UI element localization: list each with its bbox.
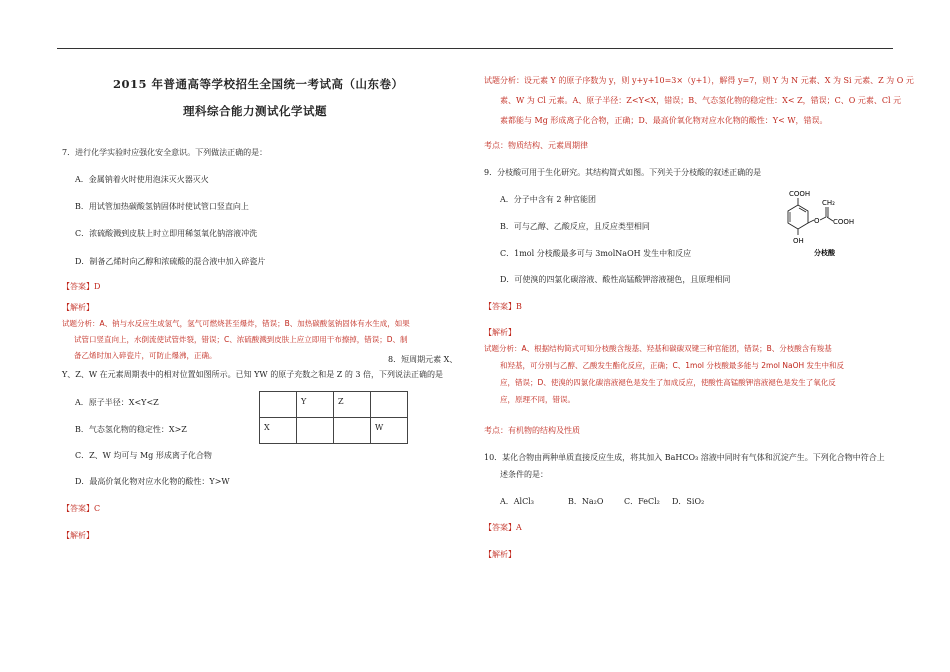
table-cell: Y <box>297 392 334 418</box>
exam-title: 2015 年普通高等学校招生全国统一考试高（山东卷） <box>113 77 404 91</box>
q9-analysis-line: 试题分析：A、根据结构简式可知分枝酸含羧基、羟基和碳碳双键三种官能团，错误；B、分枝酸含有羧基 <box>484 344 832 353</box>
q10-option-d: D．SiO₂ <box>672 497 705 506</box>
q7-analysis-line: 试管口竖直向上，水倒流使试管炸裂，错误；C、浓硫酸溅到皮肤上应立即用干布擦掉，错误；D、制 <box>74 335 408 344</box>
q10-option-c: C．FeCl₂ <box>624 497 660 506</box>
q9-option-c: C．1mol 分枝酸最多可与 3molNaOH 发生中和反应 <box>500 249 692 258</box>
table-cell <box>260 392 297 418</box>
q8-option-d: D．最高价氧化物对应水化物的酸性：Y>W <box>75 477 230 486</box>
q7-option-c: C．浓硫酸溅到皮肤上时立即用稀氢氧化钠溶液冲洗 <box>75 229 258 238</box>
q8-option-c: C．Z、W 均可与 Mg 形成离子化合物 <box>75 451 212 460</box>
q7-analysis-line: 备乙烯时加入碎瓷片，可防止爆沸，正确。 <box>74 351 217 360</box>
structure-label: OH <box>793 237 804 245</box>
q10-analysis-label: 【解析】 <box>484 550 516 559</box>
table-cell: W <box>371 418 408 444</box>
q8-analysis-line: 素都能与 Mg 形成离子化合物，正确；D、最高价氧化物对应水化物的酸性：Y< W，错误。 <box>500 116 828 125</box>
structure-label: COOH <box>789 190 811 198</box>
q9-analysis-line: 应，原理不同，错误。 <box>500 395 575 404</box>
q7-option-d: D．制备乙烯时向乙醇和浓硫酸的混合液中加入碎瓷片 <box>75 257 266 266</box>
q10-answer: 【答案】A <box>484 523 522 532</box>
q8-kaodian: 考点：物质结构、元素周期律 <box>484 141 588 150</box>
q8-option-a: A．原子半径：X<Y<Z <box>75 398 159 407</box>
q10-stem: 10．某化合物由两种单质直接反应生成，将其加入 BaHCO₃ 溶液中同时有气体和沉淀产生。下列化合物中符合上 <box>484 453 885 462</box>
q8-option-b: B．气态氢化物的稳定性：X>Z <box>75 425 187 434</box>
top-rule <box>57 48 893 49</box>
q7-analysis-line: 试题分析：A、钠与水反应生成氢气，氢气可燃烧甚至爆炸，错误；B、加热碳酸氢钠固体有水生成，如果 <box>62 319 410 328</box>
q7-analysis-label: 【解析】 <box>62 303 94 312</box>
q9-kaodian: 考点：有机物的结构及性质 <box>484 426 580 435</box>
q7-option-a: A．金属钠着火时使用泡沫灭火器灭火 <box>75 175 209 184</box>
q8-analysis-line: 试题分析：设元素 Y 的原子序数为 y，则 y+y+10=3×（y+1），解得 y=7，则 Y 为 N 元素、X 为 Si 元素、Z 为 O 元 <box>484 76 914 85</box>
q10-stem-cont: 述条件的是： <box>500 470 548 479</box>
structure-label: COOH <box>833 218 855 226</box>
q9-option-d: D．可使溴的四氯化碳溶液、酸性高锰酸钾溶液褪色，且原理相同 <box>500 275 731 284</box>
q7-option-b: B．用试管加热碳酸氢钠固体时使试管口竖直向上 <box>75 202 249 211</box>
table-cell <box>371 392 408 418</box>
q8-analysis-label: 【解析】 <box>62 531 94 540</box>
structure-label: O <box>814 217 820 225</box>
table-cell <box>334 418 371 444</box>
table-cell <box>297 418 334 444</box>
q7-answer: 【答案】D <box>62 282 101 291</box>
q9-answer: 【答案】B <box>484 302 522 311</box>
q9-analysis-label: 【解析】 <box>484 328 516 337</box>
q10-option-a: A．AlCl₃ <box>500 497 534 506</box>
periodic-table-grid <box>259 391 408 444</box>
structure-name: 分枝酸 <box>814 249 835 257</box>
table-cell: Z <box>334 392 371 418</box>
q8-stem-start: 8．短周期元素 X、 <box>388 355 458 364</box>
exam-subtitle: 理科综合能力测试化学试题 <box>183 104 327 118</box>
q9-option-b: B．可与乙醇、乙酸反应，且反应类型相同 <box>500 222 650 231</box>
q7-stem: 7．进行化学实验时应强化安全意识。下列做法正确的是： <box>62 148 268 157</box>
q9-option-a: A．分子中含有 2 种官能团 <box>500 195 596 204</box>
q9-analysis-line: 和羟基，可分别与乙醇、乙酸发生酯化反应，正确；C、1mol 分枝酸最多能与 2mol NaOH 发生中和反 <box>500 361 845 370</box>
q8-answer: 【答案】C <box>62 504 101 513</box>
structure-label: CH₂ <box>822 199 835 207</box>
q10-option-b: B．Na₂O <box>568 497 604 506</box>
table-cell: X <box>260 418 297 444</box>
q8-analysis-line: 素、W 为 Cl 元素。A、原子半径：Z<Y<X，错误；B、气态氢化物的稳定性：X< Z，错误；C、O 元素、Cl 元 <box>500 96 902 105</box>
q9-analysis-line: 应，错误；D、使溴的四氯化碳溶液褪色是发生了加成反应，使酸性高锰酸钾溶液褪色是发生了氧化反 <box>500 378 836 387</box>
q9-stem: 9．分枝酸可用于生化研究。其结构简式如图。下列关于分枝酸的叙述正确的是 <box>484 168 762 177</box>
branching-acid-structure <box>782 188 882 258</box>
q8-stem: Y、Z、W 在元素周期表中的相对位置如图所示。已知 YW 的原子充数之和是 Z 的 3 倍，下列说法正确的是 <box>62 370 444 379</box>
